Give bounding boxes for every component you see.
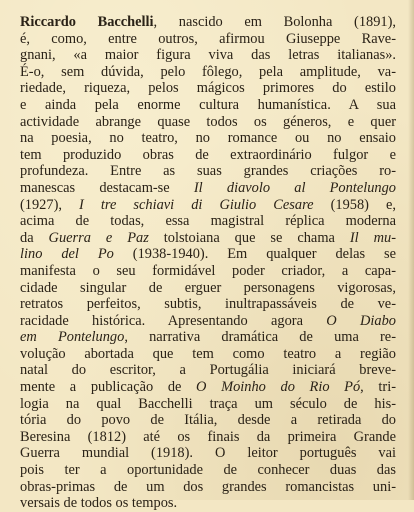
text-line [20, 379, 396, 396]
text-line: Guerra mundial (1918). O leitor português vai [20, 445, 396, 462]
author-name: Riccardo Bacchelli [20, 14, 154, 30]
text-line: profundeza. Entre as suas grandes criações ro- [20, 163, 396, 180]
text-segment: , tri- [360, 379, 396, 396]
text-segment: racidade histórica. Apresentando agora [20, 312, 327, 329]
text-line: acima de todas, essa magistral réplica moderna [20, 213, 396, 230]
book-title: Il mu- [349, 229, 396, 246]
text-line [20, 14, 396, 31]
text-segment: mente a publicação de [20, 379, 197, 396]
text-segment: da [20, 229, 49, 246]
text-line: gnani, «a maior figura viva das letras italianas». [20, 47, 396, 64]
text-line: Beresina (1812) até os finais da primeira Grande [20, 428, 396, 445]
book-title: Il diavolo al Pontelungo [193, 179, 396, 196]
text-line: logia na qual Bacchelli traça um século de his- [20, 395, 396, 412]
page-edge-shadow [408, 0, 414, 500]
text-line: obras-primas de um dos grandes romancistas uni- [20, 478, 396, 495]
author-biography-text [20, 14, 396, 512]
text-segment: (1927), [20, 196, 80, 213]
book-title: em Pontelungo [20, 329, 125, 346]
text-segment: (1958) e, [313, 196, 397, 213]
text-line [20, 329, 396, 346]
text-segment: , nascido em Bolonha (1891), [153, 14, 396, 30]
text-line: manifesta o seu formidável poder criador, a capa- [20, 262, 396, 279]
text-line: volução abortada que tem como teatro a região [20, 345, 396, 362]
text-line: tem produzido obras de extraordinário fulgor e [20, 146, 396, 163]
text-line: cidade singular de erguer personagens vigorosas, [20, 279, 396, 296]
book-title: I tre schiavi di Giulio Cesare [79, 196, 314, 213]
book-title: Guerra e Paz [48, 229, 149, 246]
text-segment: (1938-1940). Em qualquer delas se [113, 246, 396, 263]
text-line [20, 180, 396, 197]
text-line: na poesia, no teatro, no romance ou no ensaio [20, 130, 396, 147]
text-line: É-o, sem dúvida, pelo fôlego, pela amplitude, va- [20, 63, 396, 80]
text-line: natal do escritor, a Portugália iniciará breve- [20, 362, 396, 379]
text-line: actividade abrange quase todos os géneros, e quer [20, 113, 396, 130]
text-line: versais de todos os tempos. [20, 495, 178, 512]
book-title: O Moinho do Rio Pó [196, 379, 361, 396]
text-line: e ainda pela enorme cultura humanística. A sua [20, 96, 396, 113]
text-line [20, 313, 396, 330]
text-line: é, como, entre outros, afirmou Giuseppe Rave- [20, 30, 396, 47]
text-line: retratos perfeitos, subtis, inultrapassáveis de ve- [20, 296, 396, 313]
text-segment: tolstoiana que se chama [148, 229, 350, 246]
book-title: O Diabo [326, 312, 396, 329]
text-line: tória do povo de Itália, desde a retirada do [20, 412, 396, 429]
text-line [20, 197, 396, 214]
book-title: lino del Po [20, 246, 114, 263]
text-line: riedade, riqueza, pelos mágicos primores do estilo [20, 80, 396, 97]
text-segment: manescas destacam-se [20, 179, 194, 196]
text-line [20, 246, 396, 263]
text-line [20, 230, 396, 247]
text-line: pois ter a oportunidade de conhecer duas das [20, 462, 396, 479]
text-segment: , narrativa dramática de uma re- [124, 329, 396, 346]
